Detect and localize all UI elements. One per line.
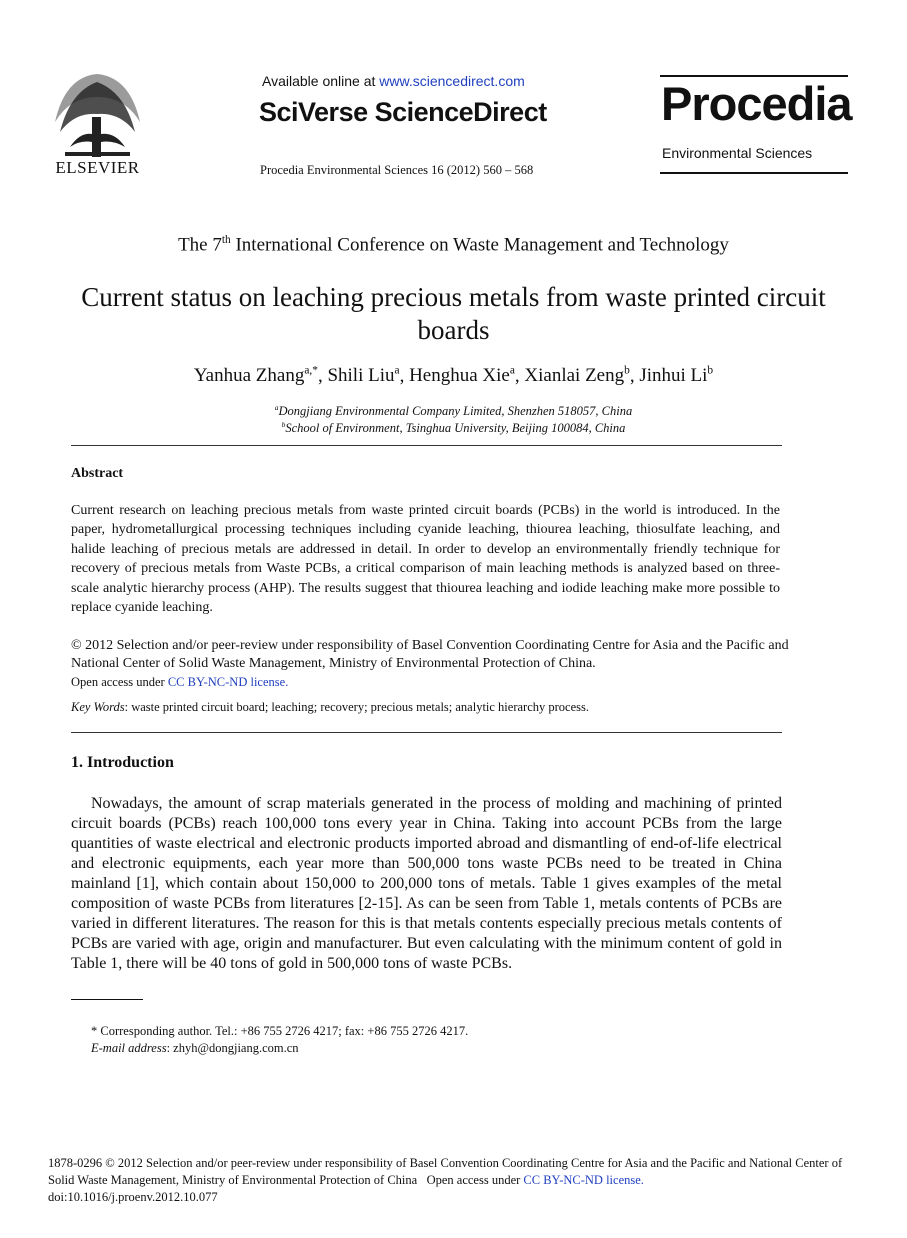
author <box>327 365 399 386</box>
email-label: E-mail address <box>91 1041 167 1055</box>
affiliation-b <box>0 420 907 436</box>
author-name: Xianlai Zeng <box>524 365 625 387</box>
author-affil-mark: a <box>509 365 515 377</box>
footnote-email <box>91 1041 299 1056</box>
author-name: Henghua Xie <box>409 365 510 387</box>
footer-license-link[interactable]: CC BY-NC-ND license. <box>523 1173 644 1187</box>
publisher-logo-text: ELSEVIER <box>55 158 140 177</box>
abstract-text: Current research on leaching precious metals from waste printed circuit boards (PCBs) in the world is introduced. In the paper, hydrometallurgical processing techniques including cyanide leaching, thiourea leaching, thiosulfate leaching, and halide leaching of precious metals are addressed in detail. In order to develop an environmentally friendly technique for recovery of precious metals from Waste PCBs, a critical comparison of main leaching methods is analyzed based on three-scale analytic hierarchy process (AHP). The results suggest that thiourea leaching and iodide leaching make more possible to replace cyanide leaching. <box>71 503 780 616</box>
journal-citation: Procedia Environmental Sciences 16 (2012) 560 – 568 <box>260 163 534 177</box>
affiliation-mark: a <box>274 403 279 412</box>
open-access-line <box>71 673 811 691</box>
keywords-label: Key Words <box>71 700 125 714</box>
available-online-line <box>262 73 525 89</box>
footer-open-access-prefix: Open access under <box>426 1173 524 1187</box>
author-affil-mark: b <box>707 365 714 377</box>
author-affil-mark: b <box>624 365 630 377</box>
email-address: : zhyh@dongjiang.com.cn <box>166 1041 299 1055</box>
footnote-corresponding: * Corresponding author. Tel.: +86 755 2726 4217; fax: +86 755 2726 4217. <box>91 1024 469 1038</box>
journal-brand: Procedia <box>661 77 852 130</box>
author <box>639 365 713 386</box>
conference-sup: th <box>221 234 231 246</box>
author <box>524 365 629 386</box>
author-name: Jinhui Li <box>639 365 708 387</box>
affiliation-mark: b <box>281 420 286 429</box>
affiliation-text: Dongjiang Environmental Company Limited, Shenzhen 518057, China <box>278 404 633 419</box>
author-affil-mark: a,* <box>304 365 318 377</box>
affiliation-a <box>0 403 907 419</box>
copyright-notice <box>71 637 811 691</box>
section-body: Nowadays, the amount of scrap materials generated in the process of molding and machining of printed circuit boards (PCBs) reach 100,000 tons every year in China. Taking into account PCBs from the large quantities of waste electrical and electronic products imported abroad and dismantling of end-of-life electrical and electronic equipments, each year more than 500,000 tons waste PCBs need to be treated in China mainland [1], which contain about 150,000 to 200,000 tons of metals. Table 1 gives examples of the metal composition of waste PCBs from literatures [2-15]. As can be seen from Table 1, metals contents of PCBs are varied in different literatures. The reason for this is that metals contents especially precious metals contents of PCBs are varied with age, origin and manufacturer. But even calculating with the minimum content of gold in Table 1, there will be 40 tons of gold in 500,000 tons of waste PCBs. <box>71 795 782 972</box>
section-heading: 1. Introduction <box>71 754 174 771</box>
author <box>194 365 318 386</box>
divider <box>71 732 782 733</box>
author-separator: , <box>629 365 640 387</box>
issn-line: 1878-0296 © 2012 Selection and/or peer-review under responsibility of Basel Convention Coordinating Centre for Asia and the Pacific and National Center of Solid Waste Management, Ministry of Environmental Protection of China <box>48 1156 843 1187</box>
sciencedirect-link[interactable]: www.sciencedirect.com <box>379 73 525 89</box>
author-separator: , <box>399 365 410 387</box>
affiliation-text: School of Environment, Tsinghua University, Beijing 100084, China <box>285 421 626 436</box>
author-list <box>0 365 907 387</box>
copyright-text: © 2012 Selection and/or peer-review under responsibility of Basel Convention Coordinating Centre for Asia and the Pacific and National Center of Solid Waste Management, Ministry of Environmental Protection of China. <box>71 638 789 671</box>
keywords-text: : waste printed circuit board; leaching; recovery; precious metals; analytic hierarchy process. <box>124 700 589 714</box>
conference-rest: International Conference on Waste Management and Technology <box>230 234 729 256</box>
conference-line <box>0 234 907 256</box>
procedia-bottom-rule <box>660 172 848 174</box>
footnote-rule <box>71 999 143 1000</box>
open-access-prefix: Open access under <box>71 675 168 689</box>
doi: doi:10.1016/j.proenv.2012.10.077 <box>48 1190 218 1204</box>
author-affil-mark: a <box>394 365 400 377</box>
author-name: Yanhua Zhang <box>193 365 305 387</box>
conference-prefix: The 7 <box>178 234 222 256</box>
author-separator: , <box>514 365 525 387</box>
page-footer <box>48 1155 848 1206</box>
platform-name: SciVerse ScienceDirect <box>259 97 547 127</box>
abstract-heading: Abstract <box>71 466 124 481</box>
available-prefix: Available online at <box>262 73 380 89</box>
paper-title: Current status on leaching precious metals from waste printed circuit boards <box>81 282 826 345</box>
author-name: Shili Liu <box>327 365 395 387</box>
keywords <box>71 700 589 715</box>
journal-brand-sub: Environmental Sciences <box>662 145 813 161</box>
license-link[interactable]: CC BY-NC-ND license. <box>167 675 289 689</box>
divider <box>71 445 782 446</box>
author <box>409 365 515 386</box>
author-separator: , <box>317 365 328 387</box>
